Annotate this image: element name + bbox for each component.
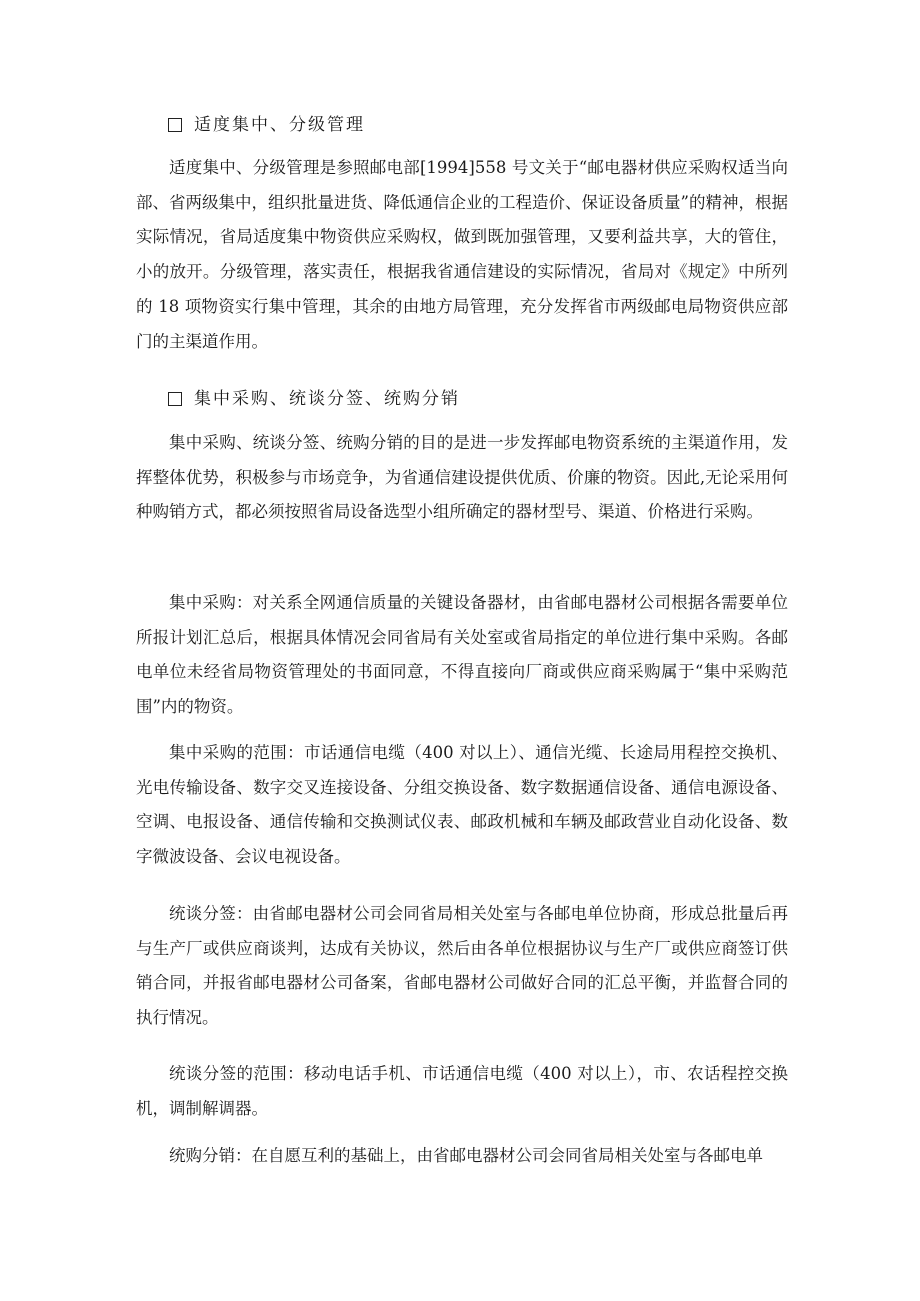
checkbox-icon	[168, 118, 182, 132]
section-heading-text: 集中采购、统谈分签、统购分销	[194, 389, 460, 409]
checkbox-icon	[168, 392, 182, 406]
section-heading	[168, 113, 365, 137]
section-heading	[168, 387, 460, 411]
paragraph: 集中采购、统谈分签、统购分销的目的是进一步发挥邮电物资系统的主渠道作用，发挥整体优势，积极参与市场竞争，为省通信建设提供优质、价廉的物资。因此,无论采用何种购销方式，都必须按照省局设备选型小组所确定的器材型号、渠道、价格进行采购。	[136, 433, 788, 522]
paragraph: 统谈分签的范围：移动电话手机、市话通信电缆（400 对以上），市、农话程控交换机，调制解调器。	[136, 1064, 788, 1118]
section-heading-text: 适度集中、分级管理	[194, 115, 365, 135]
paragraph: 统谈分签：由省邮电器材公司会同省局相关处室与各邮电单位协商，形成总批量后再与生产厂或供应商谈判，达成有关协议，然后由各单位根据协议与生产厂或供应商签订供销合同，并报省邮电器材公司备案，省邮电器材公司做好合同的汇总平衡，并监督合同的执行情况。	[136, 904, 788, 1028]
paragraph: 集中采购的范围：市话通信电缆（400 对以上）、通信光缆、长途局用程控交换机、光电传输设备、数字交叉连接设备、分组交换设备、数字数据通信设备、通信电源设备、空调、电报设备、通信传输和交换测试仪表、邮政机械和车辆及邮政营业自动化设备、数字微波设备、会议电视设备。	[136, 743, 788, 867]
paragraph: 统购分销：在自愿互利的基础上，由省邮电器材公司会同省局相关处室与各邮电单	[169, 1146, 763, 1165]
paragraph: 集中采购：对关系全网通信质量的关键设备器材，由省邮电器材公司根据各需要单位所报计划汇总后，根据具体情况会同省局有关处室或省局指定的单位进行集中采购。各邮电单位未经省局物资管理处的书面同意，不得直接向厂商或供应商采购属于“集中采购范围”内的物资。	[136, 593, 788, 717]
paragraph: 适度集中、分级管理是参照邮电部[1994]558 号文关于“邮电器材供应采购权适当向部、省两级集中，组织批量进货、降低通信企业的工程造价、保证设备质量”的精神，根据实际情况，省局适度集中物资供应采购权，做到既加强管理，又要利益共享，大的管住，小的放开。分级管理，落实责任，根据我省通信建设的实际情况，省局对《规定》中所列的 18 项物资实行集中管理，其余的由地方局管理，充分发挥省市两级邮电局物资供应部门的主渠道作用。	[136, 158, 788, 351]
